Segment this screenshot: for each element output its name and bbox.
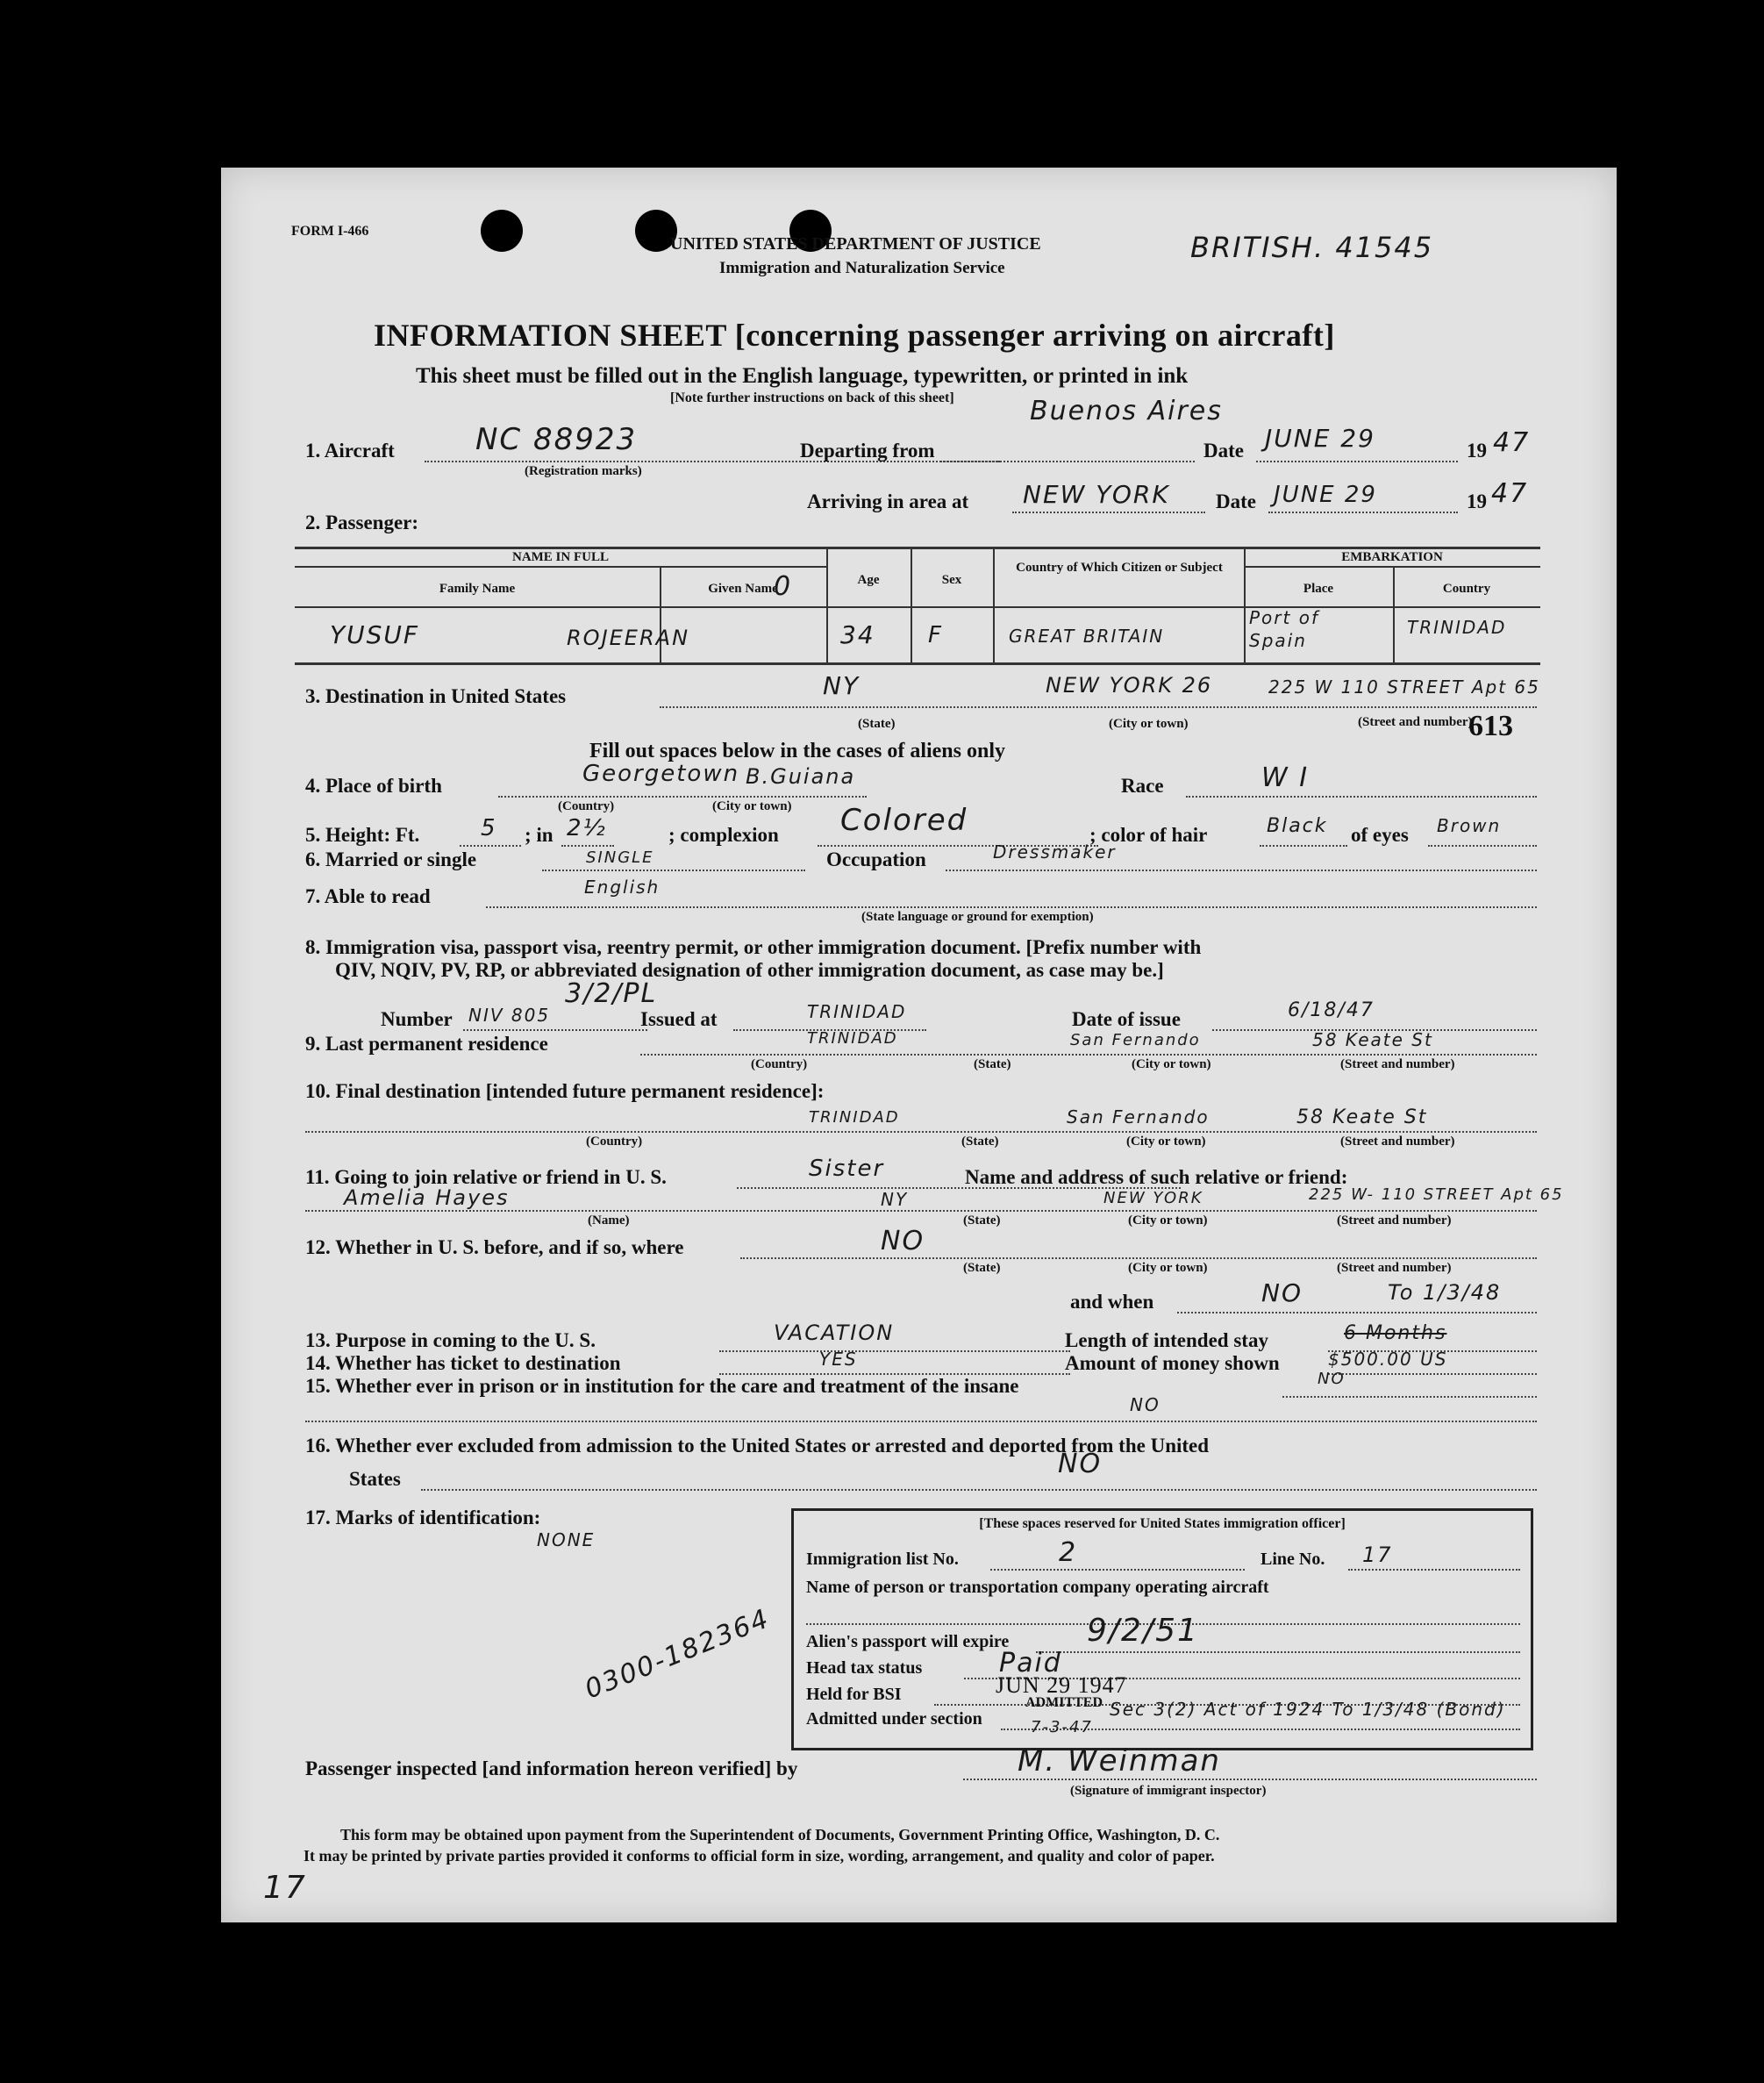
th-sex: Sex xyxy=(941,573,962,587)
before-value[interactable]: NO xyxy=(881,1226,925,1256)
married-value[interactable]: SINGLE xyxy=(586,848,654,867)
th-age: Age xyxy=(857,573,880,587)
stay-value[interactable]: 6 Months xyxy=(1344,1322,1447,1344)
hair-value[interactable]: Black xyxy=(1267,815,1328,837)
operator-label: Name of person or transportation company operating aircraft xyxy=(806,1578,1269,1597)
money-value[interactable]: $500.00 US xyxy=(1328,1349,1448,1370)
admitted-date: 7-3-47 xyxy=(1031,1718,1093,1736)
excluded-label-2: States xyxy=(349,1468,401,1490)
officer-header: [These spaces reserved for United States immigration officer] xyxy=(979,1516,1346,1531)
admitted-label: Admitted under section xyxy=(806,1709,982,1729)
birth-country[interactable]: Georgetown xyxy=(582,761,740,787)
th-name-in-full: NAME IN FULL xyxy=(511,550,609,564)
ticket-label: 14. Whether has ticket to destination xyxy=(305,1352,621,1374)
th-place: Place xyxy=(1303,582,1334,596)
final-dest-city[interactable]: San Fernando xyxy=(1067,1106,1210,1127)
inspected-label: Passenger inspected [and information hereon verified] by xyxy=(305,1757,798,1779)
when-extra: To 1/3/48 xyxy=(1388,1280,1502,1305)
cell-embark-country[interactable]: TRINIDAD xyxy=(1407,617,1507,638)
join-name-label: Name and address of such relative or friend: xyxy=(965,1166,1348,1188)
cap-before-state: (State) xyxy=(963,1261,1001,1275)
cell-sex[interactable]: F xyxy=(928,622,943,648)
year-prefix: 19 xyxy=(1467,440,1487,462)
aircraft-reg-value[interactable]: NC 88923 xyxy=(475,422,638,457)
departing-year-value[interactable]: 47 xyxy=(1493,427,1531,458)
cap-dest-street: (Street and number) xyxy=(1358,715,1473,729)
visa-text-2: QIV, NQIV, PV, RP, or abbreviated designation of other immigration document, as case may be.] xyxy=(335,959,1164,981)
money-label: Amount of money shown xyxy=(1065,1352,1280,1374)
prison-value-1[interactable]: NO xyxy=(1318,1370,1346,1388)
inspector-signature: M. Weinman xyxy=(1018,1743,1221,1779)
prison-value-2: NO xyxy=(1130,1394,1161,1415)
join-state[interactable]: NY xyxy=(881,1189,909,1210)
cap-fd-city: (City or town) xyxy=(1126,1135,1206,1149)
cap-birth-country: (Country) xyxy=(558,799,615,813)
aircraft-label: 1. Aircraft xyxy=(305,440,395,462)
admitted-stamp: ADMITTED xyxy=(1025,1695,1103,1710)
instruction-note: [Note further instructions on back of this sheet] xyxy=(670,390,954,405)
visa-number[interactable]: NIV 805 xyxy=(468,1005,551,1026)
last-res-label: 9. Last permanent residence xyxy=(305,1033,548,1055)
marks-value[interactable]: NONE xyxy=(537,1529,596,1550)
race-label: Race xyxy=(1121,775,1164,797)
marks-label: 17. Marks of identification: xyxy=(305,1507,541,1528)
list-value[interactable]: 2 xyxy=(1059,1537,1078,1568)
height-in[interactable]: 2½ xyxy=(567,815,607,841)
destination-label: 3. Destination in United States xyxy=(305,685,567,707)
nationality-annotation: BRITISH. 41545 xyxy=(1190,231,1434,264)
cap-before-city: (City or town) xyxy=(1128,1261,1208,1275)
in-label: ; in xyxy=(525,824,553,846)
last-res-city[interactable]: San Fernando xyxy=(1070,1031,1201,1049)
th-family-name: Family Name xyxy=(439,582,516,596)
cell-citizen[interactable]: GREAT BRITAIN xyxy=(1009,626,1165,647)
cap-before-street: (Street and number) xyxy=(1337,1261,1452,1275)
arriving-label: Arriving in area at xyxy=(807,490,969,512)
arr-year-prefix: 19 xyxy=(1467,490,1487,512)
department-name: UNITED STATES DEPARTMENT OF JUSTICE xyxy=(670,234,1041,254)
headtax-label: Head tax status xyxy=(806,1658,923,1678)
hair-label: ; color of hair xyxy=(1089,824,1208,846)
headtax-value[interactable]: Paid xyxy=(999,1648,1062,1679)
cell-given-name[interactable]: ROJEERAN xyxy=(567,626,690,650)
excluded-label-1: 16. Whether ever excluded from admission to the United States or arrested and deported from the United xyxy=(305,1435,1210,1457)
final-dest-label: 10. Final destination [intended future permanent residence]: xyxy=(305,1080,825,1102)
cap-lr-country: (Country) xyxy=(751,1057,808,1071)
birth-label: 4. Place of birth xyxy=(305,775,442,797)
when-value[interactable]: NO xyxy=(1261,1278,1303,1307)
occupation-label: Occupation xyxy=(826,848,926,870)
cap-join-state: (State) xyxy=(963,1213,1001,1228)
line-value[interactable]: 17 xyxy=(1362,1543,1393,1567)
punch-hole-1 xyxy=(481,210,523,252)
when-label: and when xyxy=(1070,1291,1154,1313)
excluded-value[interactable]: NO xyxy=(1058,1449,1103,1479)
ticket-value[interactable]: YES xyxy=(819,1349,858,1370)
height-label: 5. Height: Ft. xyxy=(305,824,420,846)
join-value[interactable]: Sister xyxy=(809,1156,885,1182)
cap-join-street: (Street and number) xyxy=(1337,1213,1452,1228)
list-label: Immigration list No. xyxy=(806,1550,959,1569)
cap-dest-city: (City or town) xyxy=(1109,717,1189,731)
complexion-value[interactable]: Colored xyxy=(840,803,968,838)
line-label: Line No. xyxy=(1261,1550,1325,1569)
join-street[interactable]: 225 W- 110 STREET Apt 65 xyxy=(1309,1185,1564,1204)
form-sheet xyxy=(221,168,1617,1922)
form-title: INFORMATION SHEET [concerning passenger arriving on aircraft] xyxy=(374,318,1335,353)
th-citizen: Country of Which Citizen or Subject xyxy=(1016,561,1223,575)
arr-date-label: Date xyxy=(1216,490,1256,512)
height-ft[interactable]: 5 xyxy=(481,815,497,841)
passport-value[interactable]: 9/2/51 xyxy=(1087,1613,1199,1649)
eyes-label: of eyes xyxy=(1351,824,1409,846)
join-name[interactable]: Amelia Hayes xyxy=(344,1185,510,1210)
cap-join-city: (City or town) xyxy=(1128,1213,1208,1228)
th-embarkation: EMBARKATION xyxy=(1341,550,1443,564)
aliens-only-header: Fill out spaces below in the cases of aliens only xyxy=(589,740,1006,762)
married-label: 6. Married or single xyxy=(305,848,477,870)
cap-birth-city: (City or town) xyxy=(712,799,792,813)
purpose-label: 13. Purpose in coming to the U. S. xyxy=(305,1329,596,1351)
purpose-value[interactable]: VACATION xyxy=(774,1321,895,1345)
bsi-label: Held for BSI xyxy=(806,1685,902,1704)
destination-street[interactable]: 225 W 110 STREET Apt 65 xyxy=(1268,676,1540,698)
issue-date-value[interactable]: 6/18/47 xyxy=(1288,999,1375,1021)
read-caption: (State language or ground for exemption) xyxy=(861,910,1094,924)
race-value[interactable]: W I xyxy=(1261,762,1310,793)
cap-join-name: (Name) xyxy=(588,1213,630,1228)
final-dest-country[interactable]: TRINIDAD xyxy=(809,1108,900,1127)
given-name-mark: 0 xyxy=(774,571,793,602)
admitted-stamp-date: JUN 29 1947 xyxy=(996,1672,1127,1698)
last-res-street[interactable]: 58 Keate St xyxy=(1312,1029,1433,1050)
destination-city[interactable]: NEW YORK 26 xyxy=(1046,673,1213,698)
before-label: 12. Whether in U. S. before, and if so, where xyxy=(305,1236,684,1258)
read-label: 7. Able to read xyxy=(305,885,431,907)
signature-caption: (Signature of immigrant inspector) xyxy=(1070,1784,1267,1798)
instruction-text: This sheet must be filled out in the English language, typewritten, or printed in ink xyxy=(416,364,1189,388)
cap-fd-state: (State) xyxy=(961,1135,999,1149)
join-label: 11. Going to join relative or friend in U. S. xyxy=(305,1166,667,1188)
stamp-number: 613 xyxy=(1468,710,1513,742)
final-dest-street[interactable]: 58 Keate St xyxy=(1296,1106,1428,1128)
eyes-value[interactable]: Brown xyxy=(1437,815,1502,836)
cap-fd-country: (Country) xyxy=(586,1135,643,1149)
footer-line-1: This form may be obtained upon payment from the Superintendent of Documents, Government Printing Office, Washington, D. C. xyxy=(340,1826,1220,1843)
th-given-name: Given Name xyxy=(708,582,778,596)
passenger-label: 2. Passenger: xyxy=(305,512,419,533)
passport-label: Alien's passport will expire xyxy=(806,1632,1010,1651)
issued-value[interactable]: TRINIDAD xyxy=(807,1001,907,1022)
footer-line-2: It may be printed by private parties provided it conforms to official form in size, wording, arrangement, and quality and color of paper. xyxy=(304,1847,1215,1865)
complexion-label: ; complexion xyxy=(668,824,779,846)
date-label: Date xyxy=(1203,440,1244,462)
visa-number-label: Number xyxy=(381,1008,453,1030)
form-number: FORM I-466 xyxy=(291,224,369,239)
join-city[interactable]: NEW YORK xyxy=(1103,1189,1203,1207)
read-value[interactable]: English xyxy=(584,877,661,898)
cap-lr-city: (City or town) xyxy=(1132,1057,1211,1071)
cell-embark-place[interactable]: Port of Spain xyxy=(1249,607,1319,651)
departing-label: Departing from xyxy=(800,440,935,462)
cell-family-name[interactable]: YUSUF xyxy=(330,620,419,649)
officer-box xyxy=(791,1508,1533,1750)
last-res-country[interactable]: TRINIDAD xyxy=(807,1029,898,1048)
arriving-date-value[interactable]: JUNE 29 xyxy=(1274,482,1377,508)
birth-city[interactable]: B.Guiana xyxy=(746,764,856,789)
stay-label: Length of intended stay xyxy=(1065,1329,1268,1351)
arriving-value[interactable]: NEW YORK xyxy=(1023,480,1170,509)
cap-dest-state: (State) xyxy=(858,717,896,731)
visa-text-1: 8. Immigration visa, passport visa, reentry permit, or other immigration document. [Prefix number with xyxy=(305,936,1202,958)
th-country: Country xyxy=(1442,582,1491,596)
departing-date-value[interactable]: JUNE 29 xyxy=(1265,424,1375,453)
corner-number: 17 xyxy=(263,1870,307,1906)
reg-caption: (Registration marks) xyxy=(525,464,642,478)
prison-label: 15. Whether ever in prison or in institution for the care and treatment of the insane xyxy=(305,1375,1019,1397)
issued-label: Issued at xyxy=(640,1008,718,1030)
visa-number-extra: 3/2/PL xyxy=(565,978,658,1009)
admitted-value[interactable]: Sec 3(2) Act of 1924 To 1/3/48 (Bond) xyxy=(1110,1699,1506,1720)
cap-fd-street: (Street and number) xyxy=(1340,1135,1455,1149)
cap-lr-state: (State) xyxy=(974,1057,1011,1071)
destination-state[interactable]: NY xyxy=(823,671,861,700)
arriving-year-value[interactable]: 47 xyxy=(1491,478,1529,509)
cell-age[interactable]: 34 xyxy=(840,620,875,649)
occupation-value[interactable]: Dressmaker xyxy=(993,841,1117,863)
cap-lr-street: (Street and number) xyxy=(1340,1057,1455,1071)
issue-date-label: Date of issue xyxy=(1072,1008,1181,1030)
service-name: Immigration and Naturalization Service xyxy=(719,259,1005,277)
side-number: 0300-182364 xyxy=(581,1603,775,1706)
departing-value[interactable]: Buenos Aires xyxy=(1030,396,1223,426)
